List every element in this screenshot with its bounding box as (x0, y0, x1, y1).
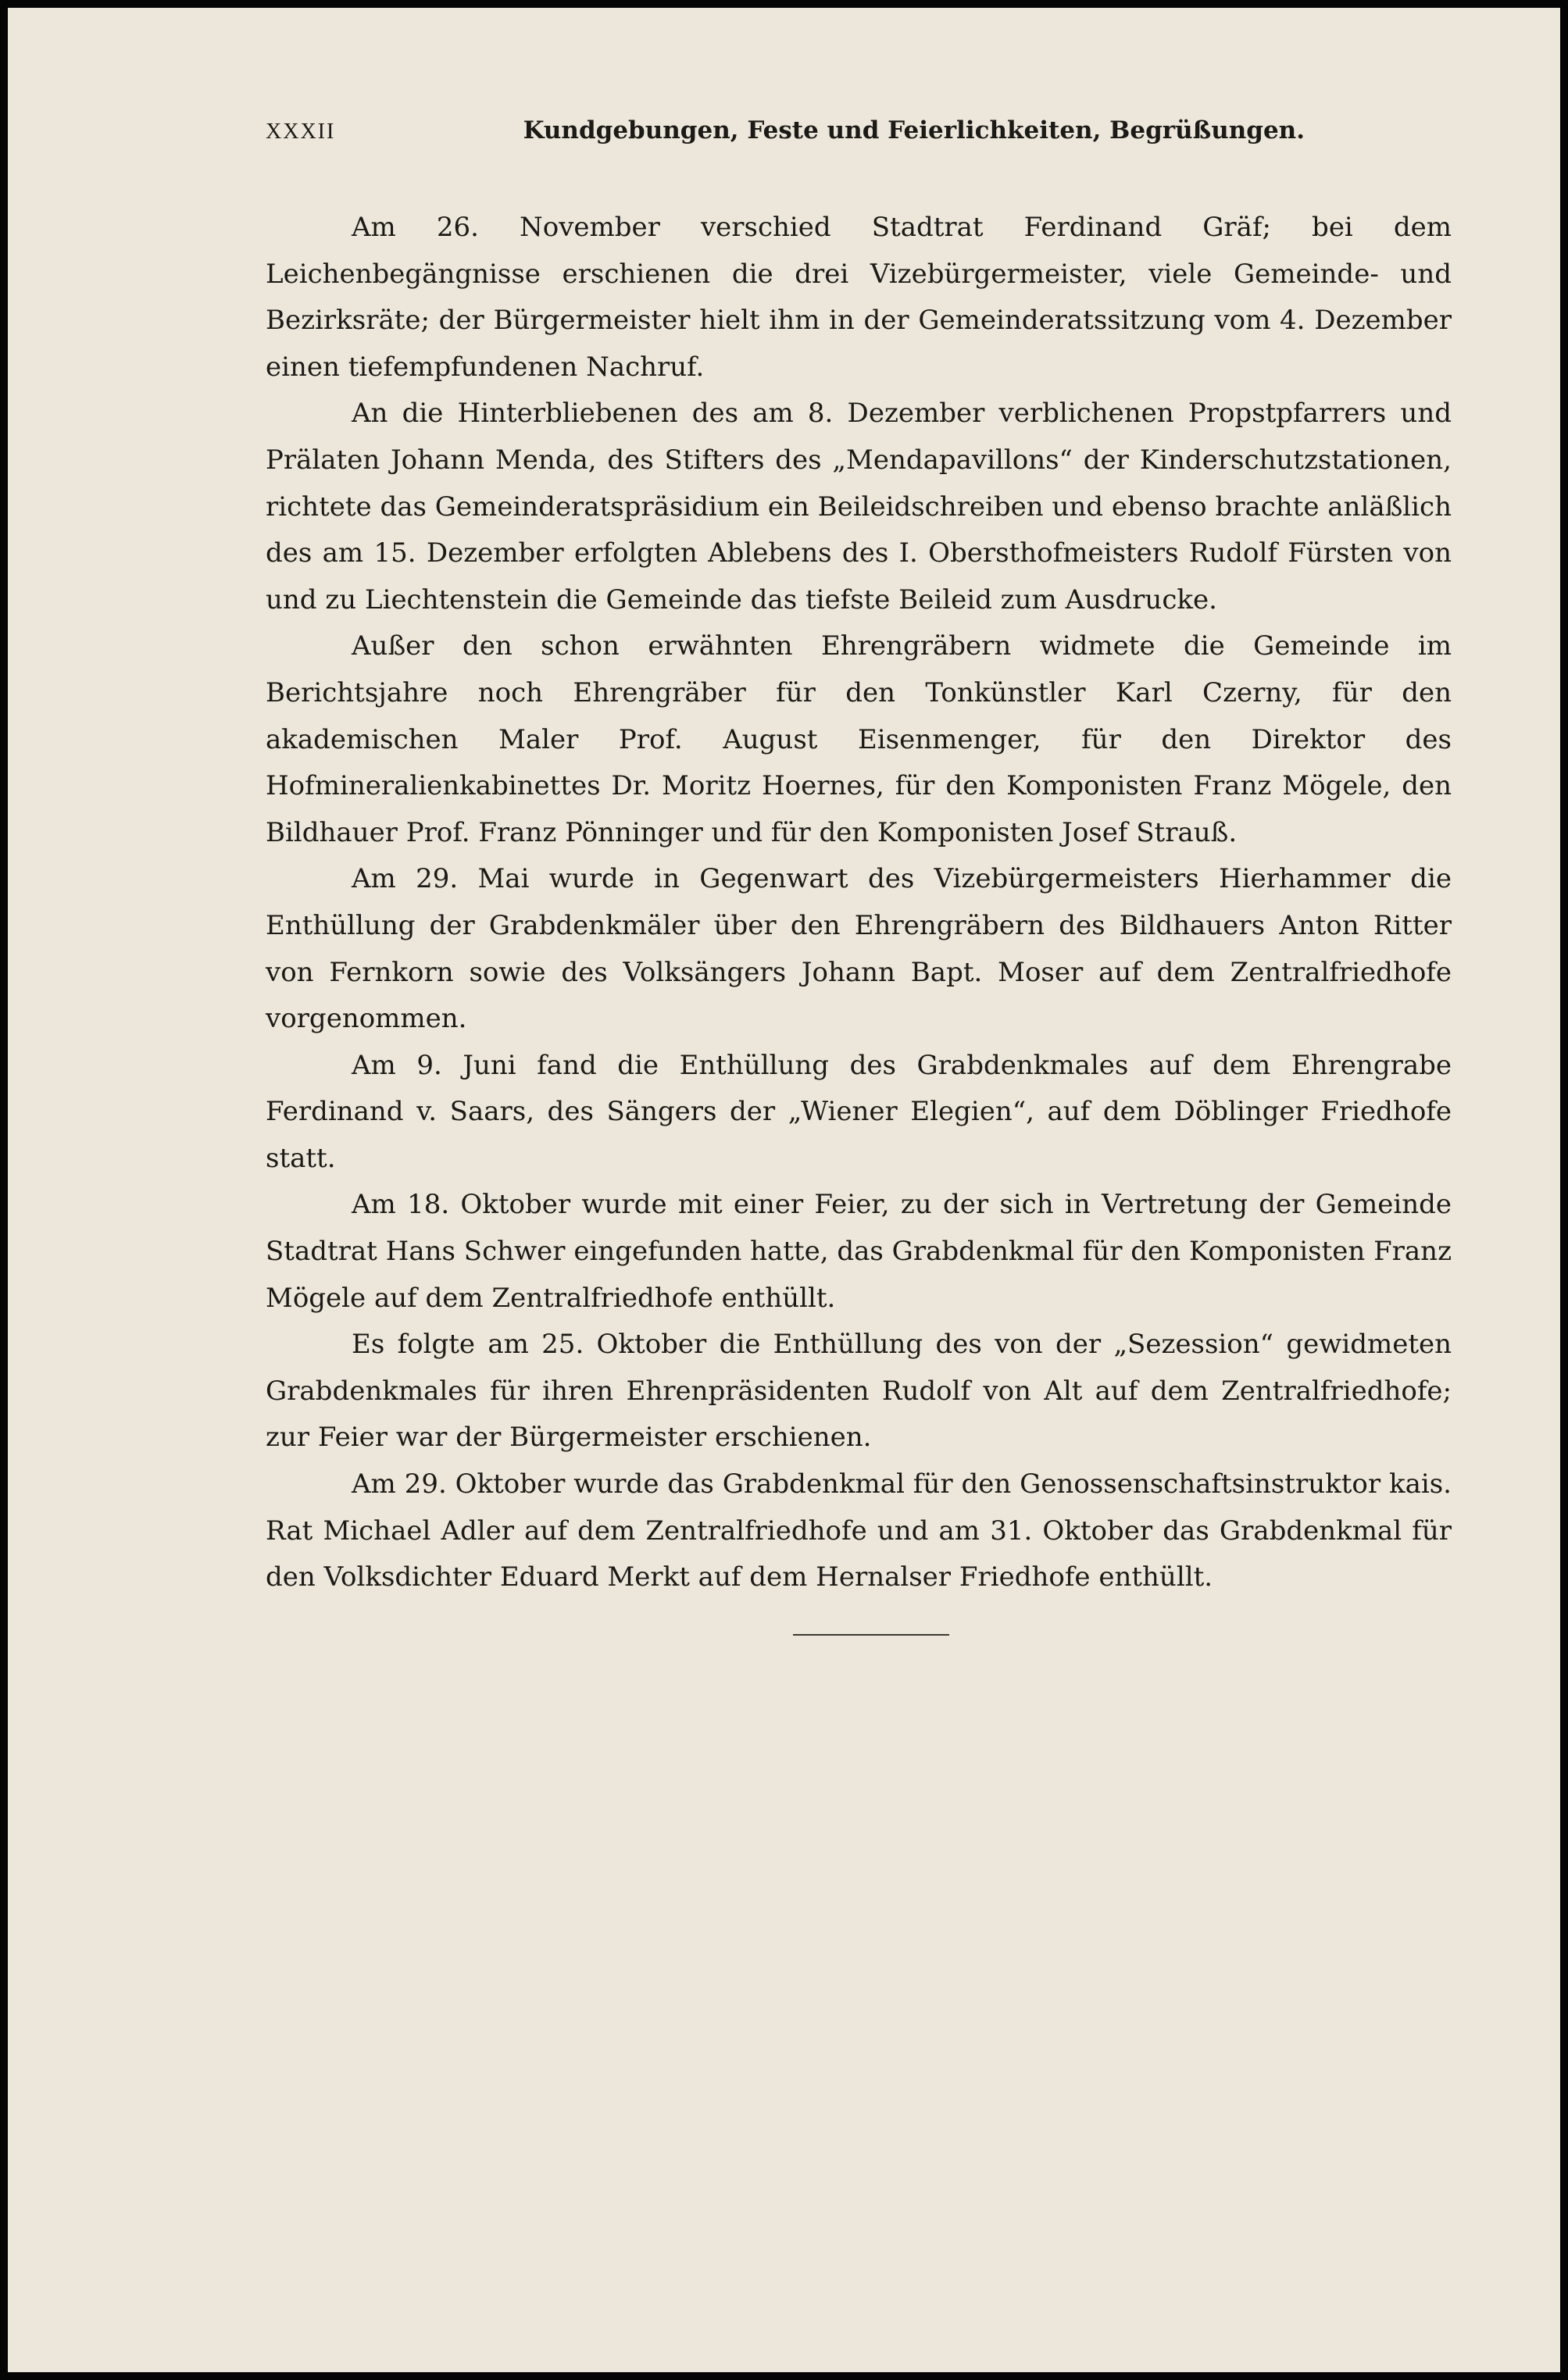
page-header (266, 116, 1305, 159)
paragraph: An die Hinterbliebenen des am 8. Dezember verblichenen Propstpfarrers und Prälaten Johann Menda, des Stifters des „Mendapavillons“ der Kinderschutzstationen, richtete das Gemeinderatspräsidium ein Beileidschreiben und ebenso brachte anläßlich des am 15. Dezember erfolgten Ablebens des I. Obersthofmeisters Rudolf Fürsten von und zu Liechtenstein die Gemeinde das tiefste Beileid zum Ausdrucke. (266, 398, 1452, 616)
paragraph: Am 29. Mai wurde in Gegenwart des Vizebürgermeisters Hierhammer die Enthüllung der Grabdenkmäler über den Ehrengräbern des Bildhauers Anton Ritter von Fernkorn sowie des Volksängers Johann Bapt. Moser auf dem Zentralfriedhofe vorgenommen. (266, 863, 1452, 1035)
page (8, 8, 1560, 2372)
paragraph: Am 9. Juni fand die Enthüllung des Grabdenkmales auf dem Ehrengrabe Ferdinand v. Saars, des Sängers der „Wiener Elegien“, auf dem Döblinger Friedhofe statt. (266, 1049, 1452, 1174)
paragraph: Am 18. Oktober wurde mit einer Feier, zu der sich in Vertretung der Gemeinde Stadtrat Hans Schwer eingefunden hatte, das Grabdenkmal für den Komponisten Franz Mögele auf dem Zentralfriedhofe enthüllt. (266, 1189, 1452, 1314)
paragraph: Es folgte am 25. Oktober die Enthüllung des von der „Sezession“ gewidmeten Grabdenkmales für ihren Ehrenpräsidenten Rudolf von Alt auf dem Zentralfriedhofe; zur Feier war der Bürgermeister erschienen. (266, 1329, 1452, 1454)
paragraph: Am 29. Oktober wurde das Grabdenkmal für den Genossenschaftsinstruktor kais. Rat Michael Adler auf dem Zentralfriedhofe und am 31. Oktober das Grabdenkmal für den Volksdichter Eduard Merkt auf dem Hernalser Friedhofe enthüllt. (266, 1468, 1452, 1593)
page-number: XXXII (266, 120, 336, 144)
body-text (266, 205, 1452, 1601)
running-title: Kundgebungen, Feste und Feierlichkeiten, Begrüßungen. (523, 116, 1305, 145)
paragraph: Am 26. November verschied Stadtrat Ferdinand Gräf; bei dem Leichenbegängnisse erschienen die drei Vizebürgermeister, viele Gemeinde- und Bezirksräte; der Bürgermeister hielt ihm in der Gemeinderatssitzung vom 4. Dezember einen tiefempfundenen Nachruf. (266, 212, 1452, 383)
section-end-rule (793, 1634, 949, 1636)
paragraph: Außer den schon erwähnten Ehrengräbern widmete die Gemeinde im Berichtsjahre noch Ehrengräber für den Tonkünstler Karl Czerny, für den akademischen Maler Prof. August Eisenmenger, für den Direktor des Hofmineralienkabinettes Dr. Moritz Hoernes, für den Komponisten Franz Mögele, den Bildhauer Prof. Franz Pönninger und für den Komponisten Josef Strauß. (266, 630, 1452, 848)
